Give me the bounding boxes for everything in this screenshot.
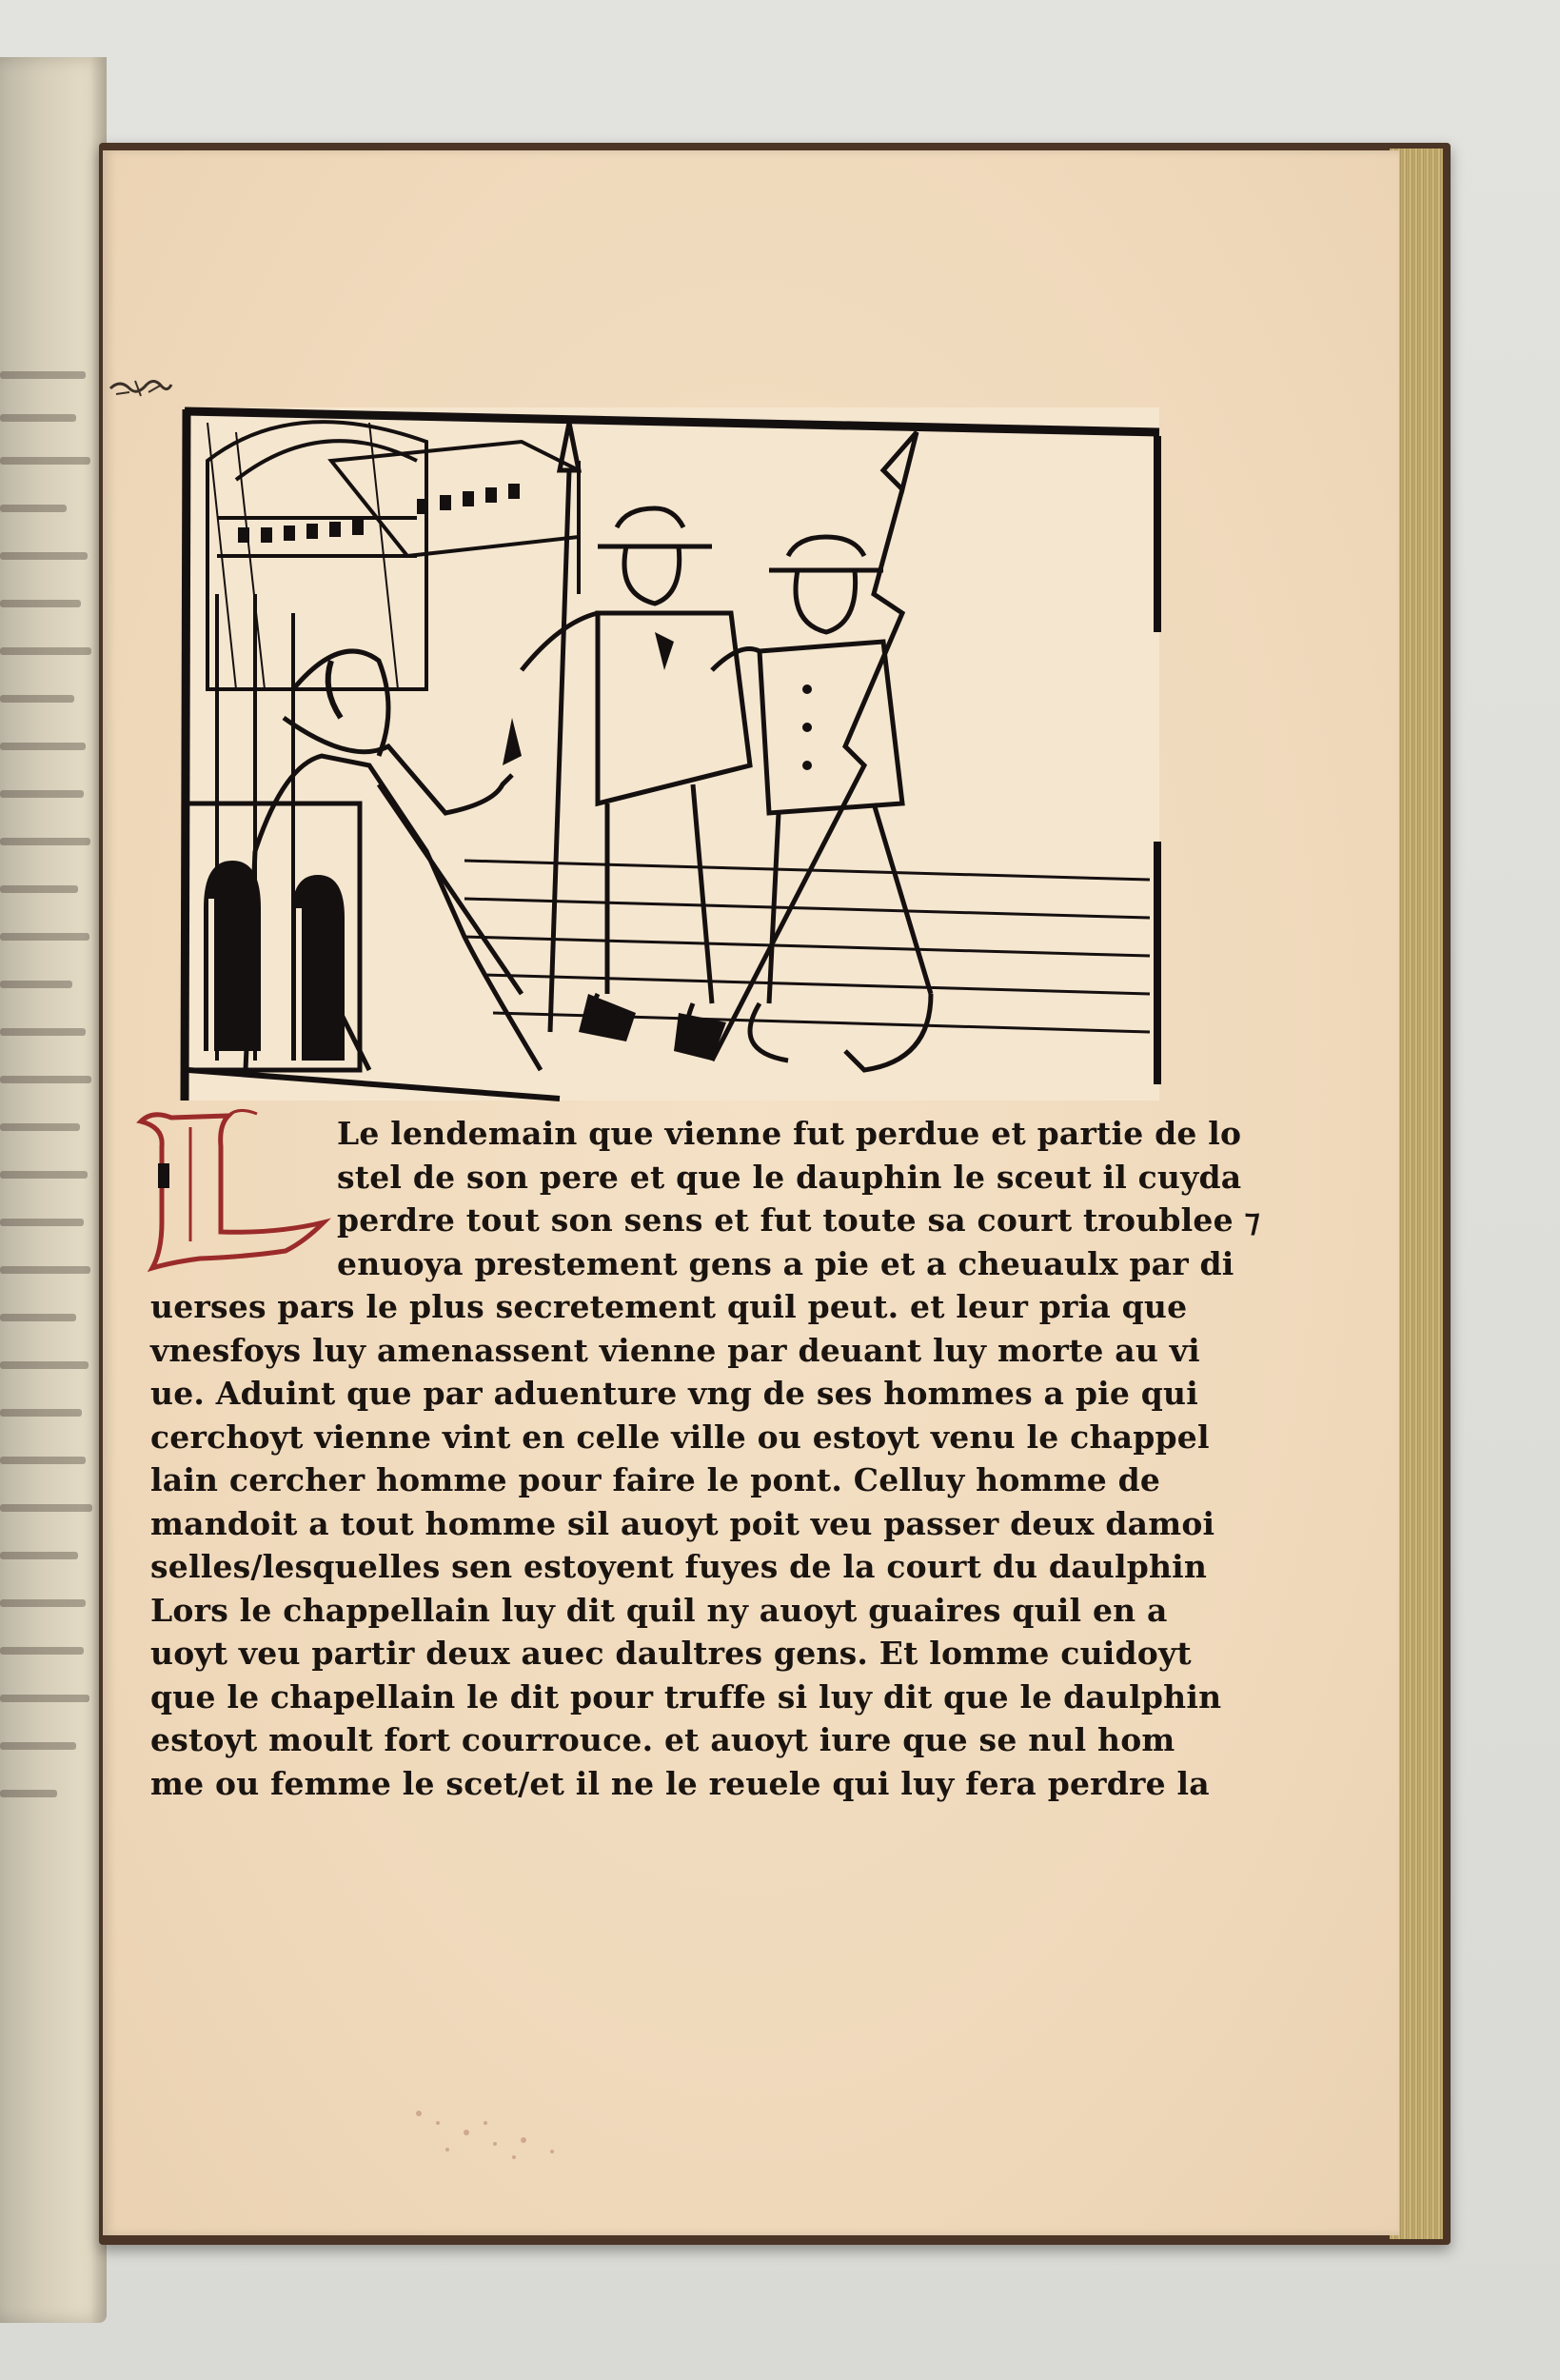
- text-line: Le lendemain que vienne fut perdue et partie de lo: [337, 1115, 1242, 1152]
- text-line: me ou femme le scet/et il ne le reuele qui luy fera perdre la: [150, 1764, 1210, 1802]
- text-line: cerchoyt vienne vint en celle ville ou estoyt venu le chappel: [150, 1418, 1210, 1456]
- text-line: Lors le chappellain luy dit quil ny auoyt guaires quil en a: [150, 1591, 1168, 1629]
- text-line: que le chapellain le dit pour truffe si luy dit que le daulphin: [150, 1677, 1222, 1716]
- text-line: perdre tout son sens et fut toute sa court troublee ⁊: [337, 1201, 1261, 1239]
- text-line: enuoya prestement gens a pie et a cheuaulx par di: [337, 1244, 1234, 1282]
- text-line: uoyt veu partir deux auec daultres gens. Et lomme cuidoyt: [150, 1635, 1192, 1672]
- text-line: lain cercher homme pour faire le pont. Celluy homme de: [150, 1461, 1161, 1498]
- text-line: uerses pars le plus secretement quil peut. et leur pria que: [150, 1288, 1188, 1325]
- ink-mark: [107, 371, 173, 406]
- text-line: estoyt moult fort courrouce. et auoyt iure que se nul hom: [150, 1721, 1175, 1758]
- text-line: vnesfoys luy amenassent vienne par deuant luy morte au vi: [150, 1331, 1200, 1369]
- text-line: mandoit a tout homme sil auoyt poit veu passer deux damoi: [150, 1504, 1215, 1542]
- facing-page-edge: [0, 57, 107, 2323]
- text-line: selles/lesquelles sen estoyent fuyes de la court du daulphin: [150, 1548, 1208, 1585]
- body-text: [150, 1112, 1261, 1805]
- woodcut-illustration: [179, 404, 1165, 1106]
- text-line: stel de son pere et que le dauphin le sceut il cuyda: [337, 1158, 1242, 1196]
- foxing-stain: [400, 2094, 590, 2171]
- text-line: ue. Aduint que par aduenture vng de ses hommes a pie qui: [150, 1375, 1198, 1412]
